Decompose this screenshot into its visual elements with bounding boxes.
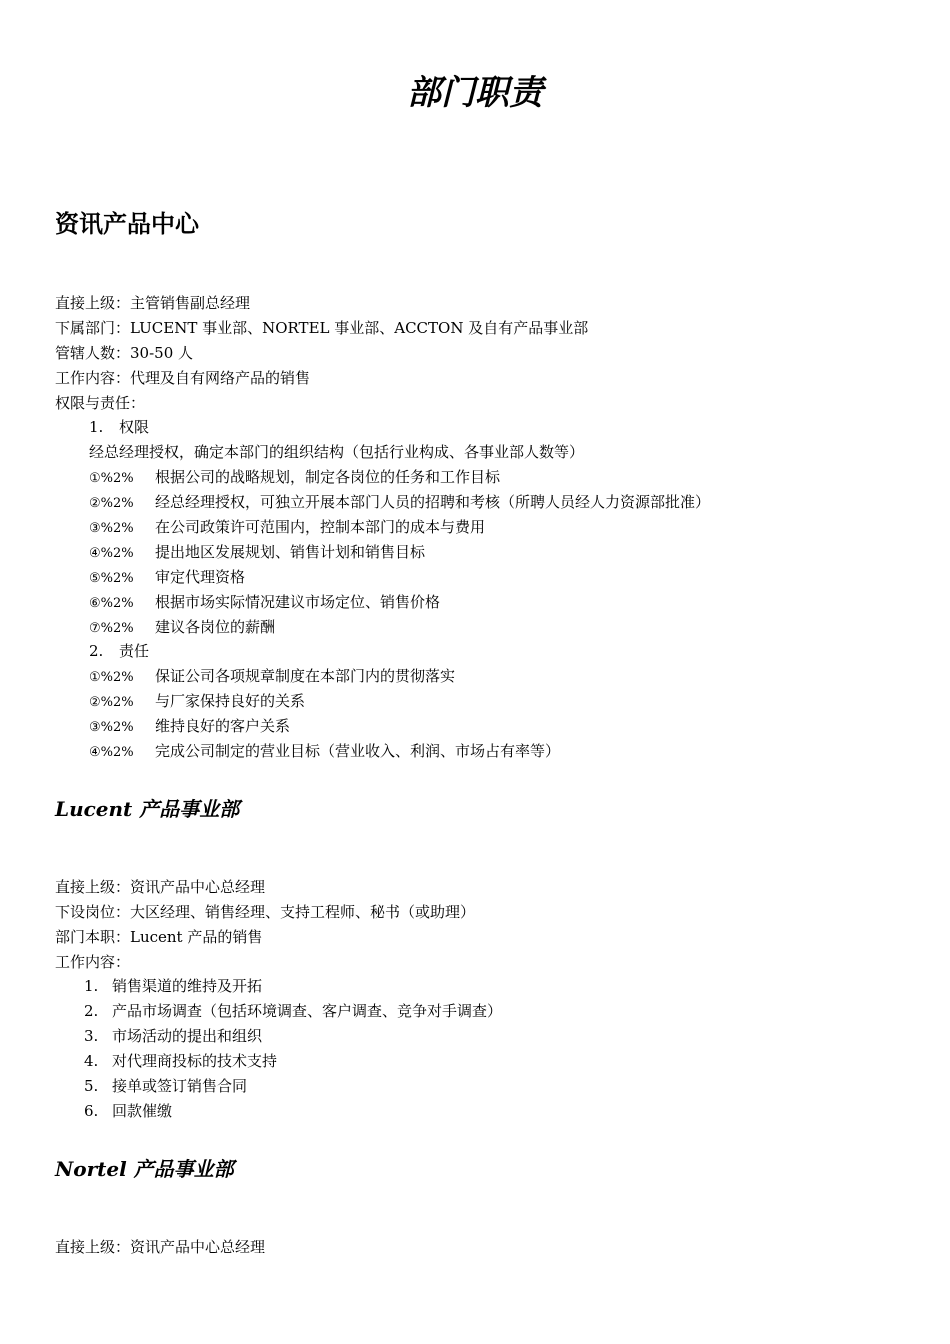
info-line-departments: 下属部门：LUCENT 事业部、NORTEL 事业部、ACCTON 及自有产品事业部: [55, 319, 589, 337]
item-marker: ⑦%2%: [89, 621, 134, 636]
item-text: 与厂家保持良好的关系: [155, 692, 306, 710]
item-marker: ④%2%: [89, 745, 134, 760]
info-line-superior: 直接上级：主管销售副总经理: [55, 294, 251, 312]
info-line-work: 工作内容：: [55, 953, 131, 971]
info-line-work: 工作内容：代理及自有网络产品的销售: [55, 369, 311, 387]
section-heading-info-products: 资讯产品中心: [55, 210, 199, 238]
list-item: [89, 690, 305, 714]
authority-heading: [89, 416, 149, 438]
list-item: [89, 516, 485, 540]
info-line-superior: 直接上级：资讯产品中心总经理: [55, 878, 266, 896]
responsibility-heading: [89, 640, 149, 662]
section-heading-nortel: Nortel 产品事业部: [55, 1157, 234, 1181]
list-item: [89, 541, 425, 565]
info-line-superior: 直接上级：资讯产品中心总经理: [55, 1238, 266, 1256]
item-text: 保证公司各项规章制度在本部门内的贯彻落实: [155, 667, 456, 685]
section-heading-lucent: Lucent 产品事业部: [55, 797, 240, 821]
item-marker: ②%2%: [89, 496, 134, 511]
list-item: [89, 715, 290, 739]
list-item: [84, 1000, 502, 1022]
item-text: 在公司政策许可范围内，控制本部门的成本与费用: [155, 518, 486, 536]
responsibility-number: 2.: [89, 642, 104, 660]
list-item: [89, 616, 275, 640]
authority-number: 1.: [89, 418, 104, 436]
list-item: [89, 566, 245, 590]
item-text: 根据公司的战略规划，制定各岗位的任务和工作目标: [155, 468, 501, 486]
list-item: [89, 466, 500, 490]
item-text: 接单或签订销售合同: [112, 1077, 248, 1095]
item-marker: ⑤%2%: [89, 571, 134, 586]
item-number: 3.: [84, 1027, 99, 1045]
list-item: [84, 1050, 277, 1072]
item-text: 维持良好的客户关系: [155, 717, 291, 735]
item-number: 2.: [84, 1002, 99, 1020]
item-marker: ③%2%: [89, 521, 134, 536]
list-item: [84, 975, 262, 997]
list-item: [89, 591, 440, 615]
item-text: 回款催缴: [112, 1102, 173, 1120]
item-text: 提出地区发展规划、销售计划和销售目标: [155, 543, 426, 561]
list-item: [84, 1100, 172, 1122]
info-line-duty: 部门本职：Lucent 产品的销售: [55, 928, 263, 946]
item-text: 市场活动的提出和组织: [112, 1027, 263, 1045]
item-text: 建议各岗位的薪酬: [155, 618, 276, 636]
item-text: 根据市场实际情况建议市场定位、销售价格: [155, 593, 441, 611]
item-text: 审定代理资格: [155, 568, 246, 586]
item-text: 销售渠道的维持及开拓: [112, 977, 263, 995]
item-number: 5.: [84, 1077, 99, 1095]
item-marker: ②%2%: [89, 695, 134, 710]
item-number: 4.: [84, 1052, 99, 1070]
info-line-authority-heading: 权限与责任：: [55, 394, 146, 412]
item-number: 1.: [84, 977, 99, 995]
list-item: [89, 491, 710, 515]
item-marker: ①%2%: [89, 471, 134, 486]
item-text: 经总经理授权，可独立开展本部门人员的招聘和考核（所聘人员经人力资源部批准）: [155, 493, 711, 511]
item-marker: ⑥%2%: [89, 596, 134, 611]
document-title: 部门职责: [407, 73, 543, 113]
info-line-positions: 下设岗位：大区经理、销售经理、支持工程师、秘书（或助理）: [55, 903, 476, 921]
list-item: [89, 740, 560, 764]
responsibility-title: 责任: [119, 642, 150, 660]
item-marker: ④%2%: [89, 546, 134, 561]
list-item: [89, 665, 455, 689]
authority-title: 权限: [119, 418, 150, 436]
item-marker: ③%2%: [89, 720, 134, 735]
item-text: 完成公司制定的营业目标（营业收入、利润、市场占有率等）: [155, 742, 561, 760]
list-item: [84, 1025, 262, 1047]
list-item: [84, 1075, 247, 1097]
authority-intro: 经总经理授权，确定本部门的组织结构（包括行业构成、各事业部人数等）: [89, 443, 585, 461]
item-number: 6.: [84, 1102, 99, 1120]
item-marker: ①%2%: [89, 670, 134, 685]
info-line-headcount: 管辖人数：30-50 人: [55, 344, 194, 362]
item-text: 产品市场调查（包括环境调查、客户调查、竞争对手调查）: [112, 1002, 503, 1020]
item-text: 对代理商投标的技术支持: [112, 1052, 278, 1070]
